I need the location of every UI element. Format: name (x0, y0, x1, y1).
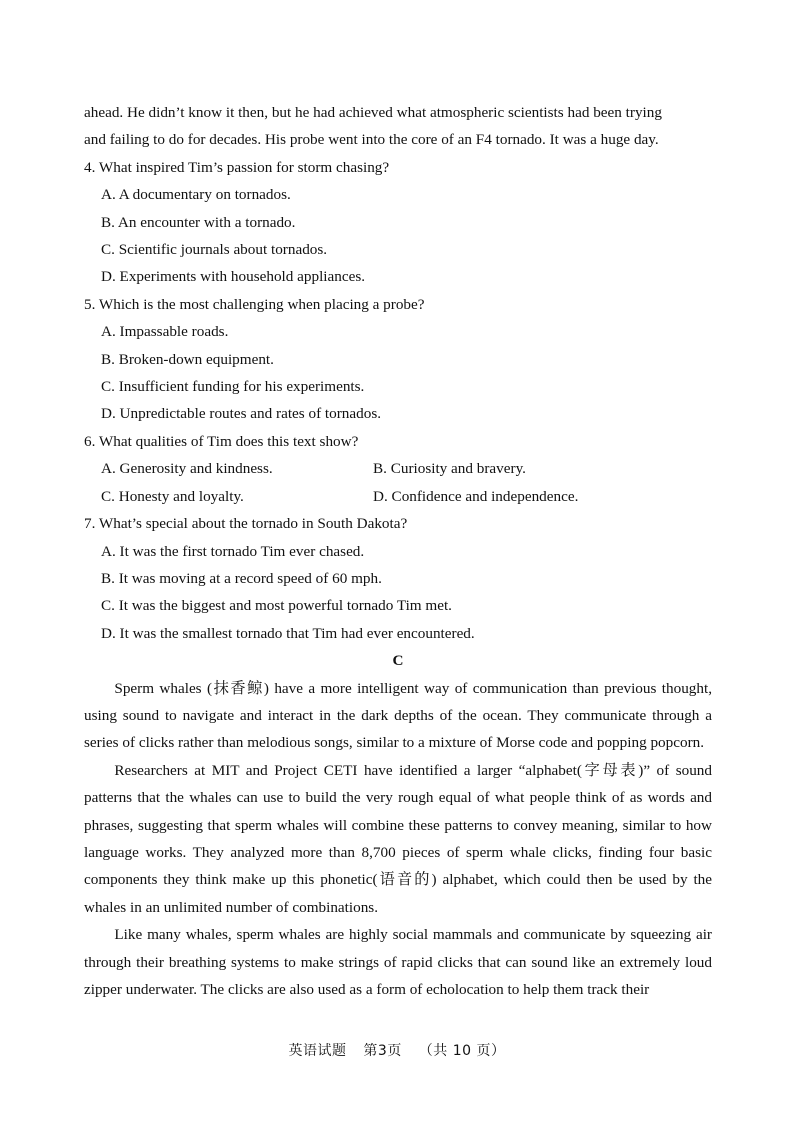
option-a: A. Impassable roads. (101, 323, 229, 341)
option-d: D. Experiments with household appliances. (101, 268, 366, 286)
option-d: D. Unpredictable routes and rates of tornados. (101, 405, 382, 423)
option-b: B. Broken-down equipment. (101, 350, 274, 368)
question-4 (84, 154, 712, 291)
passage-paragraph: Sperm whales (抹香鲸) have a more intelligent way of communication than previous thought, using sound to navigate and interact in the dark depths of the ocean. They communicate through a series of clicks rather than melodious songs, similar to a mixture of Morse code and popping popcorn. (84, 679, 712, 752)
option-b: B. An encounter with a tornado. (101, 213, 296, 231)
option-c: C. Honesty and loyalty. (101, 487, 244, 505)
footer-total-pages: （共 10 页） (418, 1043, 506, 1059)
question-7 (84, 510, 712, 647)
page-content (84, 99, 712, 1003)
passage-line: ahead. He didn’t know it then, but he had achieved what atmospheric scientists had been trying (84, 104, 662, 121)
option-a: A. It was the first tornado Tim ever chased. (101, 542, 365, 560)
passage-b-ending (84, 99, 712, 154)
option-b: B. It was moving at a record speed of 60 mph. (101, 569, 382, 587)
option-d: D. Confidence and independence. (373, 487, 579, 505)
options-row (84, 455, 712, 482)
passage-line: and failing to do for decades. His probe went into the core of an F4 tornado. It was a huge day. (84, 131, 659, 149)
option-c: C. Scientific journals about tornados. (101, 241, 328, 259)
option-d: D. It was the smallest tornado that Tim had ever encountered. (101, 624, 475, 642)
passage-paragraph: Researchers at MIT and Project CETI have identified a larger “alphabet(字母表)” of sound patterns that the whales can use to build the very rough equal of what people think of as words and phrases, suggesting that sperm whales will combine these patterns to convey meaning, similar to how language works. They analyzed more than 8,700 pieces of sperm whale clicks, finding four basic components they think make up this phonetic(语音的) alphabet, which could then be used by the whales in an unlimited number of combinations. (84, 761, 712, 916)
section-heading: C (392, 652, 404, 670)
page-footer (0, 1040, 794, 1060)
question-stem: 7. What’s special about the tornado in South Dakota? (84, 515, 408, 533)
question-6 (84, 428, 712, 510)
footer-page-number: 第3页 (363, 1043, 402, 1059)
passage-paragraph: Like many whales, sperm whales are highly social mammals and communicate by squeezing air through their breathing systems to make strings of rapid clicks that can sound like an extremely loud zipper underwater. The clicks are also used as a form of echolocation to help them track their (84, 926, 712, 998)
option-a: A. A documentary on tornados. (101, 186, 291, 204)
option-c: C. It was the biggest and most powerful tornado Tim met. (101, 597, 452, 615)
option-b: B. Curiosity and bravery. (373, 460, 526, 478)
option-a: A. Generosity and kindness. (101, 460, 273, 478)
footer-subject: 英语试题 (288, 1043, 347, 1059)
option-c: C. Insufficient funding for his experiments. (101, 378, 365, 396)
question-stem: 4. What inspired Tim’s passion for storm chasing? (84, 158, 390, 176)
options-row (84, 483, 712, 510)
question-stem: 6. What qualities of Tim does this text show? (84, 432, 359, 450)
question-stem: 5. Which is the most challenging when placing a probe? (84, 295, 425, 313)
question-5 (84, 291, 712, 428)
